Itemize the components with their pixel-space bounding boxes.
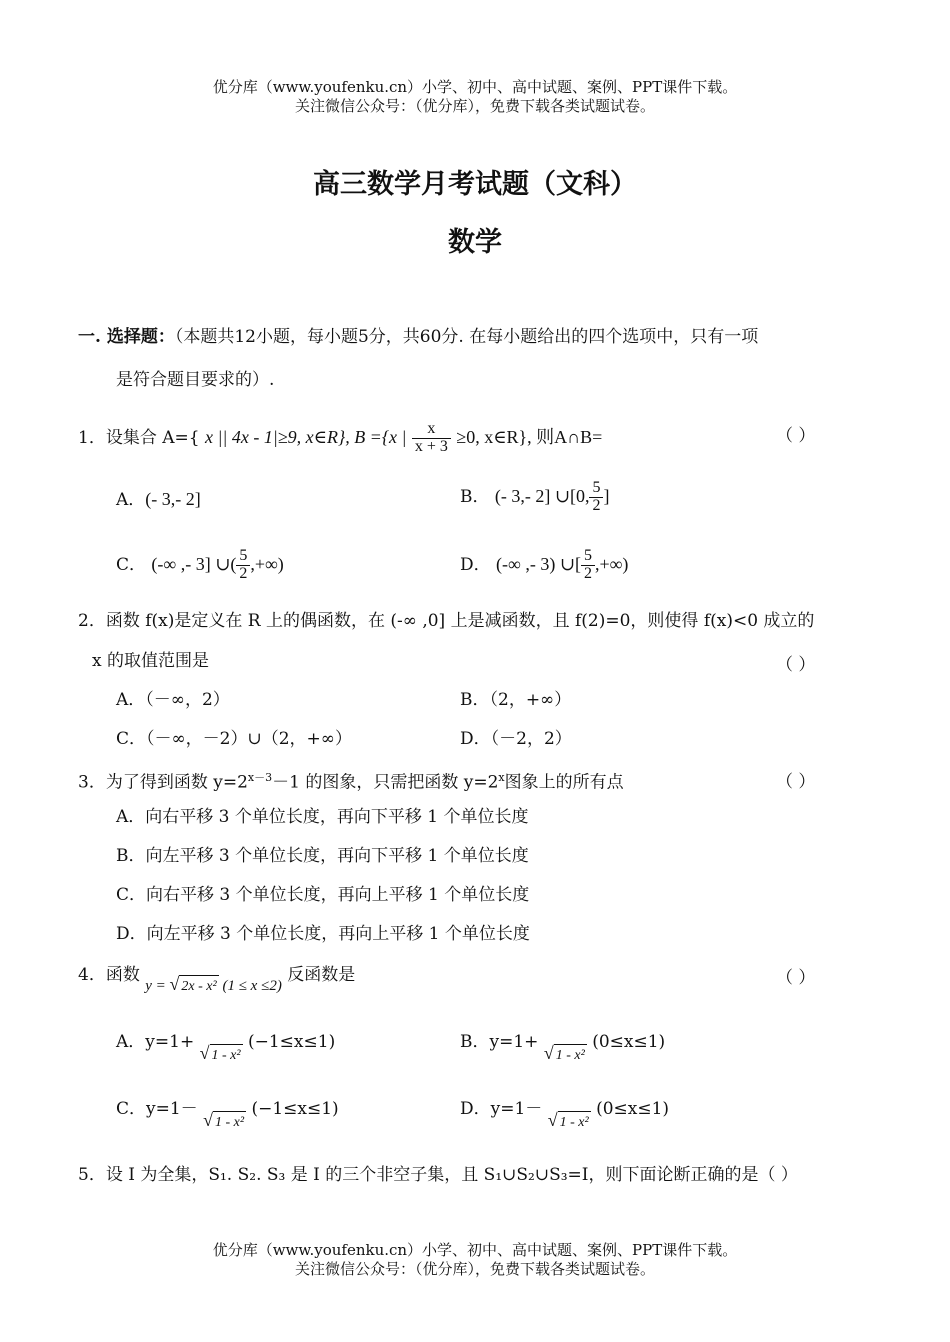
answer-paren-q3: （ ） [776,772,816,792]
q4-option-b: B．y=1+ √ 1 - x² (0≤x≤1) [460,1030,665,1055]
answer-paren-q1: （ ） [776,426,816,446]
q4-option-c: C．y=1－ √ 1 - x² (−1≤x≤1) [116,1097,339,1122]
header-line-2: 关注微信公众号：（优分库），免费下载各类试题试卷。 [294,97,655,115]
answer-paren-q2: （ ） [776,655,816,675]
question-1-stem [78,421,602,456]
q2-option-b: B．（2，+∞） [460,690,572,710]
question-5-stem: 5．设 I 为全集，S₁. S₂. S₃ 是 I 的三个非空子集，且 S₁∪S₂∪S₃=I，则下面论断正确的是（ ） [78,1165,798,1185]
question-2-stem-line-2: x 的取值范围是 [92,651,209,671]
page-subtitle: 数学 [448,227,502,258]
q1-option-d: D． (-∞ ,- 3) ∪[ $\frac{5}{2}$ ,+∞) [460,547,629,582]
q1-option-a: A．(- 3,- 2] [116,489,201,510]
q1-option-b: B． (- 3,- 2] ∪[0, $\frac{5}{2}$ ] [460,479,610,514]
q1-option-c: C． (-∞ ,- 3] ∪( $\frac{5}{2}$ ,+∞) [116,547,284,582]
q4-option-d: D．y=1－ √ 1 - x² (0≤x≤1) [460,1097,669,1122]
section-heading [78,326,758,348]
section-desc-2: 是符合题目要求的）. [116,370,275,390]
answer-paren-q4: （ ） [776,968,816,988]
q2-option-c: C．（－∞，－2）∪（2，+∞） [116,729,352,749]
page-title: 高三数学月考试题（文科） [313,169,637,200]
footer-line-2: 关注微信公众号：（优分库），免费下载各类试题试卷。 [294,1260,655,1278]
section-label: 一. 选择题： [78,327,175,347]
q4-option-a: A．y=1+ √ 1 - x² (−1≤x≤1) [116,1030,335,1055]
q1-set-a: x || 4x - 1|≥9, x∈R}, B ={x | [204,426,407,447]
question-3-stem: 3．为了得到函数 $y=2^{x-3}-1$ 的图象，只需把函数 $y=2^x$图象上的所有点 [78,771,624,793]
q3-option-a: A．向右平移 3 个单位长度，再向下平移 1 个单位长度 [116,807,529,827]
header-line-1: 优分库（www.youfenku.cn）小学、初中、高中试题、案例、PPT课件下载。 [212,78,738,96]
q3-option-b: B．向左平移 3 个单位长度，再向下平移 1 个单位长度 [116,846,529,866]
section-desc-1: （本题共12小题，每小题5分，共60分. 在每小题给出的四个选项中，只有一项 [174,327,759,347]
footer-line-1: 优分库（www.youfenku.cn）小学、初中、高中试题、案例、PPT课件下载。 [212,1241,738,1259]
q1-set-b: ≥0, x∈R}, 则A∩B= [456,426,603,447]
question-4-stem: 4．函数 y = √ 2x - x² (1 ≤ x ≤2) 反函数是 [78,963,355,988]
q3-option-c: C．向右平移 3 个单位长度，再向上平移 1 个单位长度 [116,885,530,905]
q2-option-a: A．（－∞，2） [116,690,230,710]
q3-option-d: D．向左平移 3 个单位长度，再向上平移 1 个单位长度 [116,924,530,944]
q1-stem-prefix: 设集合 A={ [105,427,200,448]
q1-fraction: $\frac{x}{x + 3}$ [412,421,451,456]
question-2-stem: 2．函数 f(x)是定义在 R 上的偶函数，在 (-∞ ,0] 上是减函数，且 f(2)=0，则使得 f(x)<0 成立的 [78,611,815,631]
q4-function: y = √ 2x - x² (1 ≤ x ≤2) [145,978,282,994]
q2-option-d: D．（－2，2） [460,729,572,749]
question-number: 1． [78,427,106,448]
